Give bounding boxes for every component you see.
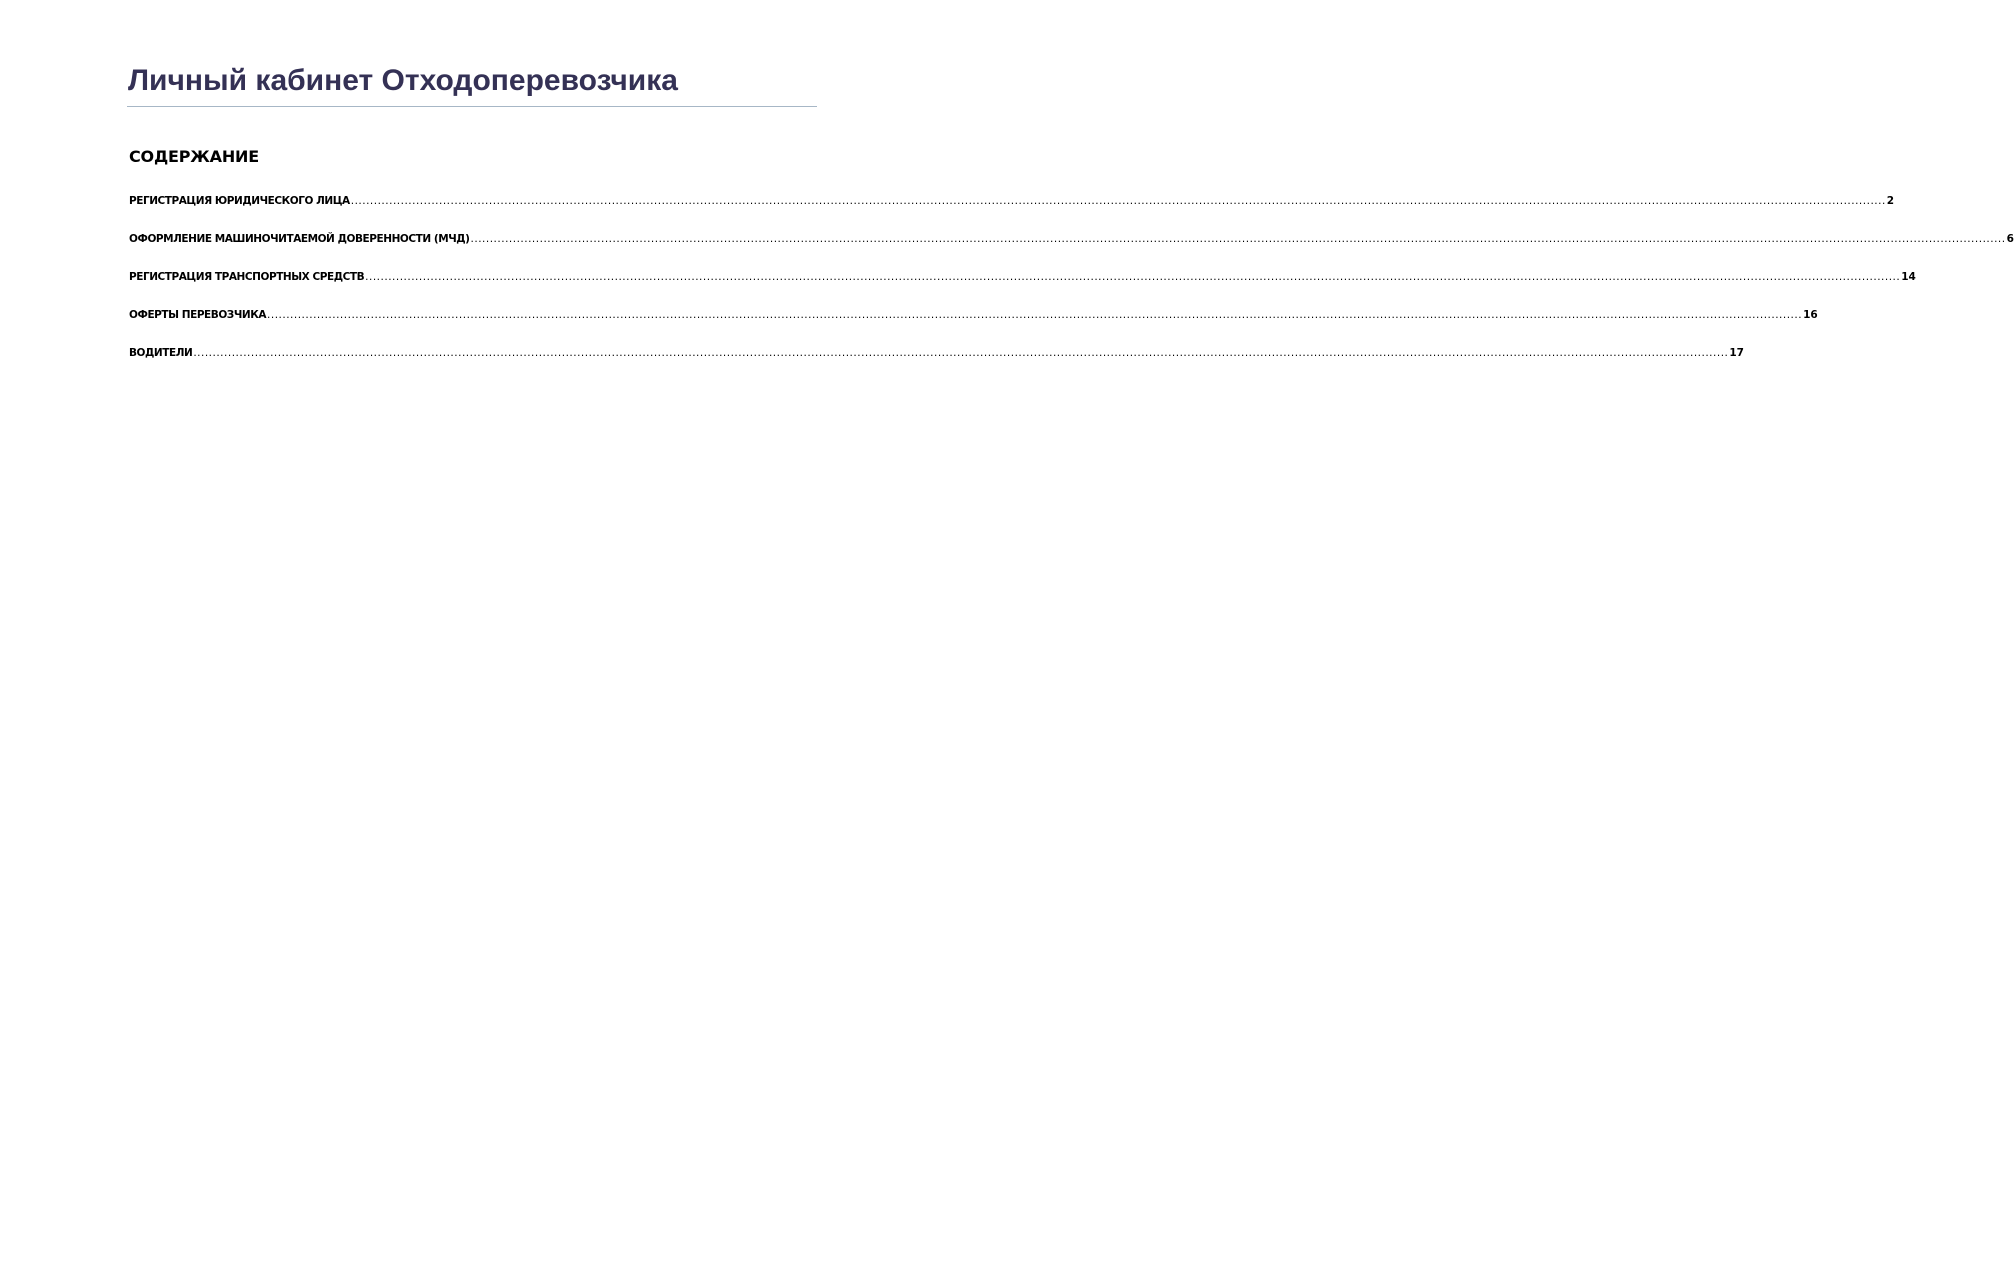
- toc-entry-vehicle-registration[interactable]: [129, 267, 1916, 305]
- toc-dot-leader: ................................................................................................................................................................................................................................................................................................................................................................................................................: [365, 271, 1901, 283]
- toc-page-number: 17: [1729, 347, 1744, 359]
- toc-entry-label: РЕГИСТРАЦИЯ ТРАНСПОРТНЫХ СРЕДСТВ: [129, 271, 365, 283]
- toc-entry-carrier-offers[interactable]: [129, 305, 1818, 343]
- toc-entry-label: ВОДИТЕЛИ: [129, 347, 193, 359]
- toc-dot-leader: ................................................................................................................................................................................................................................................................................................................................................................................................................: [267, 309, 1803, 321]
- toc-dot-leader: ................................................................................................................................................................................................................................................................................................................................................................................................................: [193, 347, 1729, 359]
- toc-entry-machine-readable-power-of-attorney[interactable]: [129, 229, 2014, 267]
- toc-entry-label: ОФОРМЛЕНИЕ МАШИНОЧИТАЕМОЙ ДОВЕРЕННОСТИ (МЧД): [129, 233, 470, 245]
- toc-page-number: 16: [1803, 309, 1818, 321]
- document-title: Личный кабинет Отходоперевозчика: [128, 64, 678, 97]
- toc-entry-label: РЕГИСТРАЦИЯ ЮРИДИЧЕСКОГО ЛИЦА: [129, 195, 350, 207]
- table-of-contents: [129, 191, 2014, 381]
- toc-entry-label: ОФЕРТЫ ПЕРЕВОЗЧИКА: [129, 309, 267, 321]
- title-divider: [127, 106, 817, 107]
- toc-page-number: 14: [1901, 271, 1916, 283]
- toc-dot-leader: ................................................................................................................................................................................................................................................................................................................................................................................................................: [350, 195, 1886, 207]
- toc-entry-drivers[interactable]: [129, 343, 1744, 381]
- toc-dot-leader: ................................................................................................................................................................................................................................................................................................................................................................................................................: [470, 233, 2006, 245]
- toc-heading: СОДЕРЖАНИЕ: [129, 147, 259, 166]
- toc-entry-legal-entity-registration[interactable]: [129, 191, 1895, 229]
- toc-page-number: 2: [1886, 195, 1895, 207]
- toc-page-number: 6: [2006, 233, 2014, 245]
